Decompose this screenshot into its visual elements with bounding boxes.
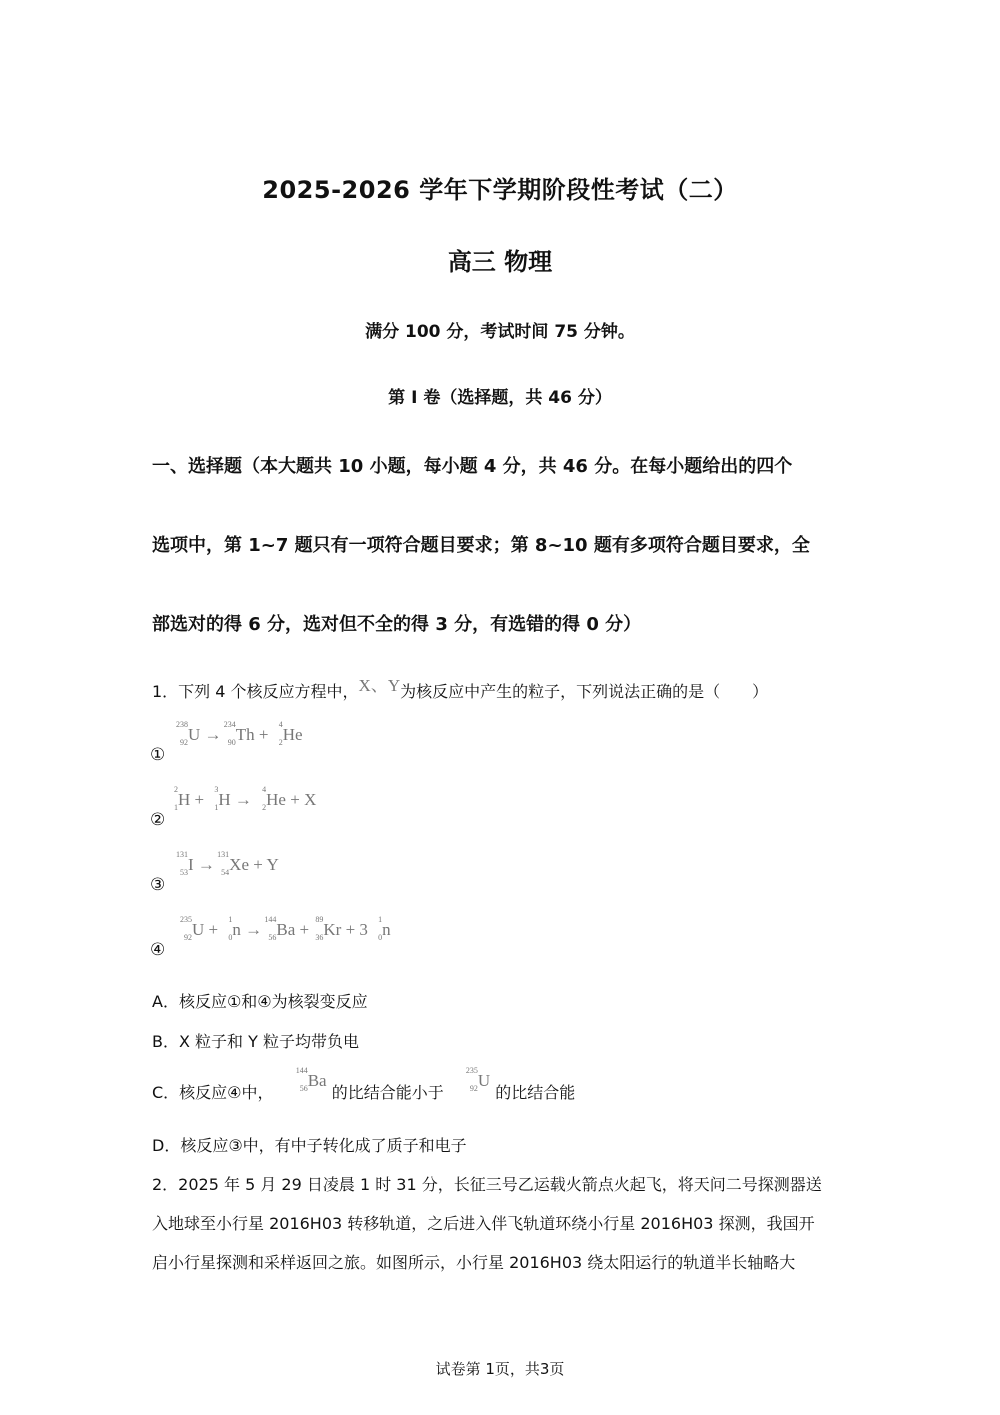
exam-subject: 高三 物理 [447,248,553,276]
option-c-u-formula: 235 92 U [465,1066,491,1093]
reaction-4 [150,915,410,960]
reaction-2-formula: 2 1 H + 3 1 H → 4 2 He + X [174,785,317,812]
question-2-line-3: 启小行星探测和采样返回之旅。如图所示，小行星 2016H03 绕太阳运行的轨道半长轴略大 [152,1253,796,1272]
reaction-4-formula: 235 92 U + 1 0 n → 144 56 Ba + 89 36 Kr + 3 1 0 n [180,915,391,942]
question-1-xy-formula: X、Y [358,676,401,695]
option-c-ba-formula: 144 56 Ba [295,1066,327,1093]
reaction-1 [150,720,350,765]
volume-heading: 第 I 卷（选择题，共 46 分） [388,388,612,408]
score-time-note: 满分 100 分，考试时间 75 分钟。 [365,322,635,342]
page-footer: 试卷第 1页，共3页 [435,1360,565,1378]
reaction-3 [150,850,350,895]
option-c-part-a: C．核反应④中， [152,1083,274,1102]
question-1-stem-part-a: 1．下列 4 个核反应方程中， [152,682,359,701]
reaction-3-formula: 131 53 I → 131 54 Xe + Y [176,850,279,877]
option-c-part-b: 的比结合能小于 [331,1083,444,1102]
option-c [152,1066,576,1103]
question-1-stem [152,677,768,702]
question-2-line-1: 2．2025 年 5 月 29 日凌晨 1 时 31 分，长征三号乙运载火箭点火起飞，将天问二号探测器送 [152,1175,822,1194]
reaction-3-marker: ③ [150,875,166,895]
section-instruction-line-2: 选项中，第 1~7 题只有一项符合题目要求；第 8~10 题有多项符合题目要求，全 [152,535,810,556]
reaction-2 [150,785,350,830]
reaction-1-formula: 238 92 U → 234 90 Th + 4 2 He [176,720,303,747]
option-b: B．X 粒子和 Y 粒子均带负电 [152,1032,359,1051]
option-c-part-c: 的比结合能 [495,1083,576,1102]
section-instruction-line-3: 部选对的得 6 分，选对但不全的得 3 分，有选错的得 0 分） [152,614,642,635]
option-d: D．核反应③中，有中子转化成了质子和电子 [152,1136,467,1155]
question-1-stem-part-b: 为核反应中产生的粒子，下列说法正确的是（ ） [400,682,769,701]
reaction-1-marker: ① [150,745,166,765]
section-instruction-line-1: 一、选择题（本大题共 10 小题，每小题 4 分，共 46 分。在每小题给出的四个 [152,456,793,477]
question-2-line-2: 入地球至小行星 2016H03 转移轨道，之后进入伴飞轨道环绕小行星 2016H03 探测，我国开 [152,1214,815,1233]
reaction-2-marker: ② [150,810,166,830]
reaction-4-marker: ④ [150,940,166,960]
option-a: A．核反应①和④为核裂变反应 [152,992,368,1011]
exam-title: 2025-2026 学年下学期阶段性考试（二） [262,176,738,204]
